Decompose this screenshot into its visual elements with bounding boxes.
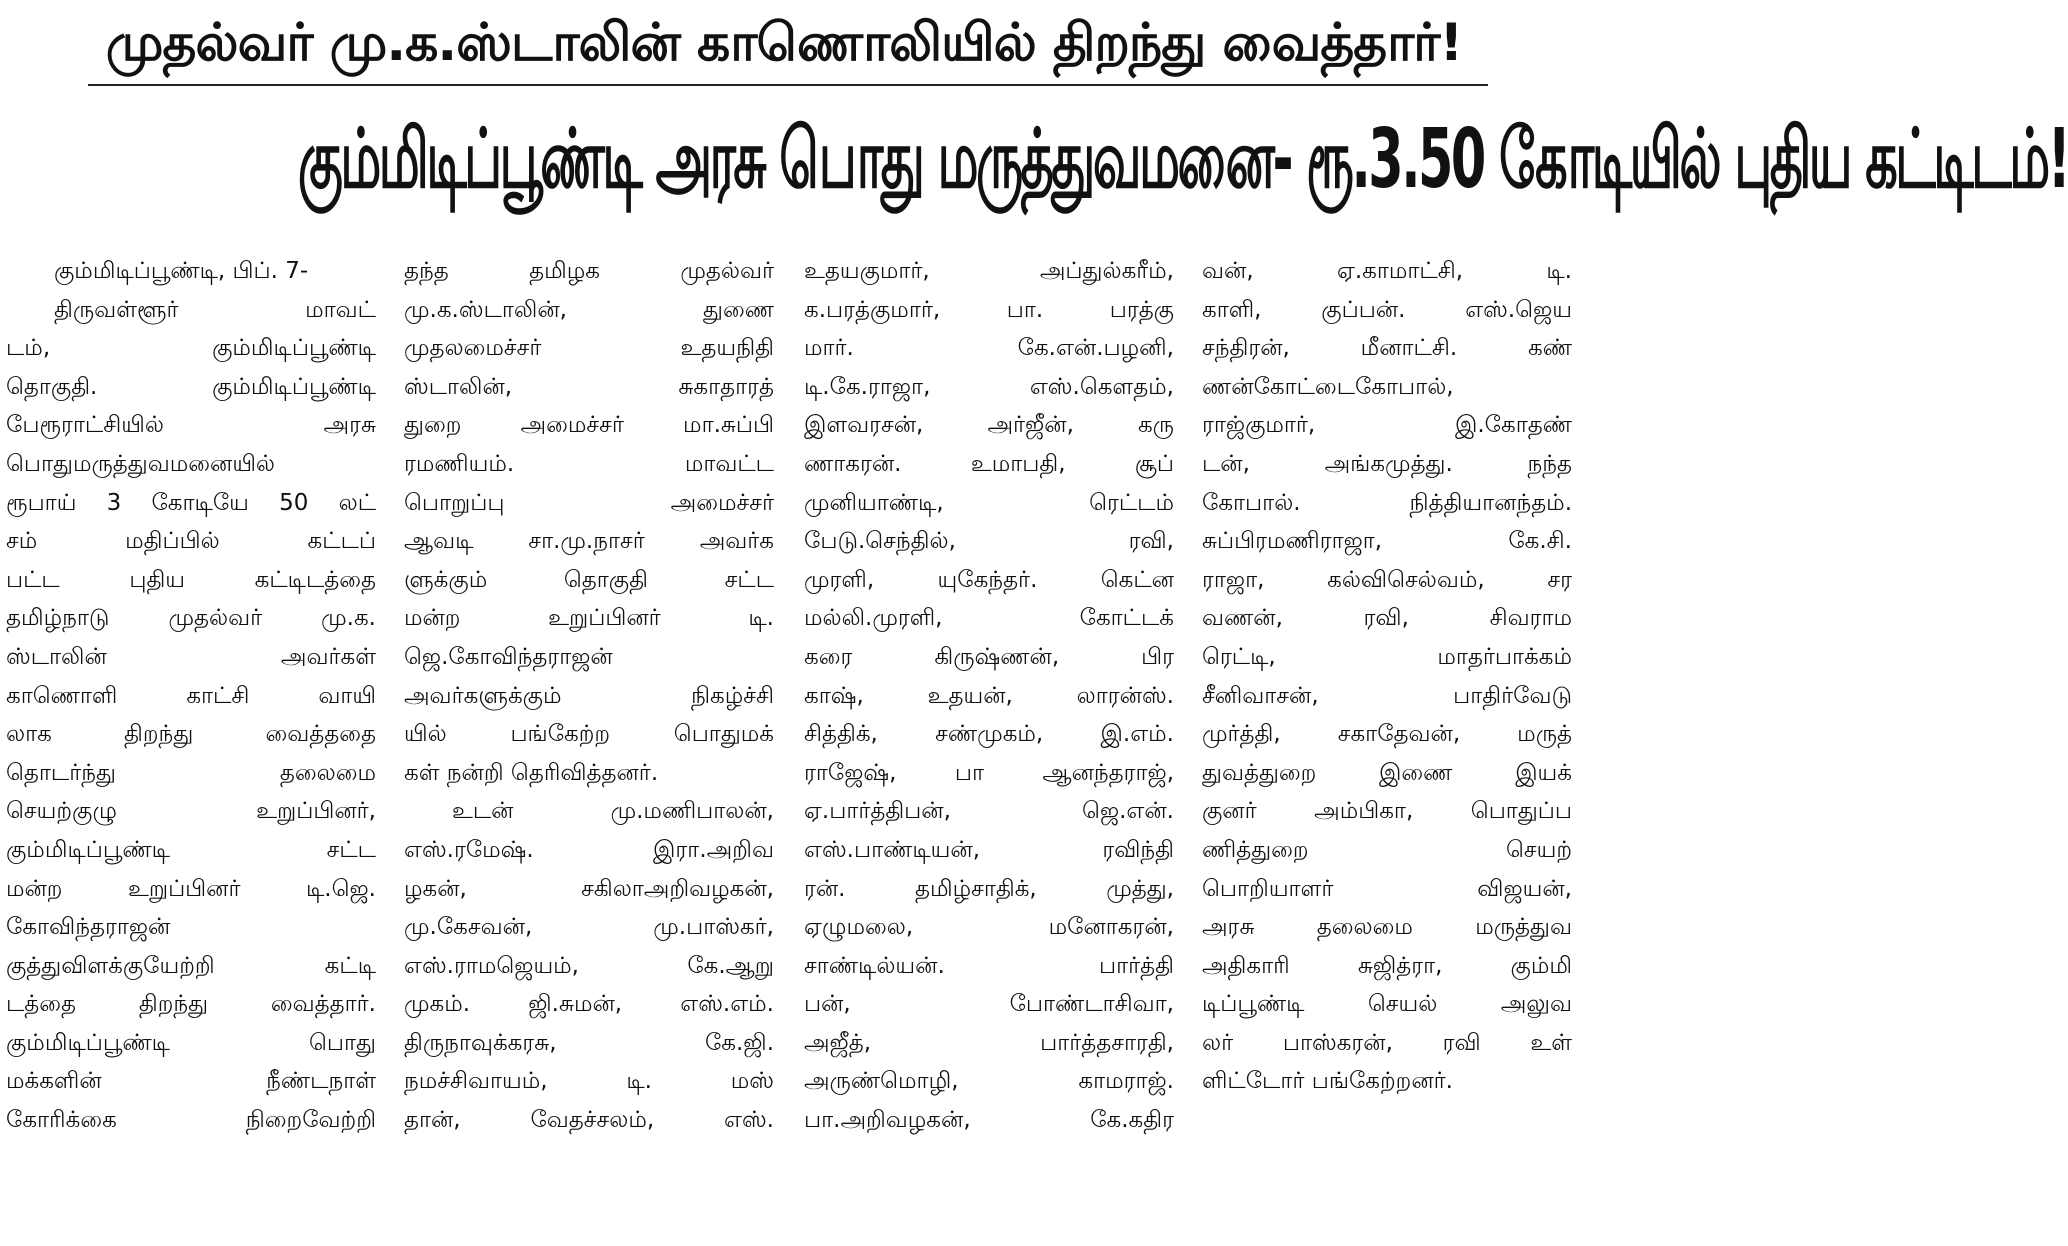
- article-line: பொறியாளர் விஜயன்,: [1202, 875, 1572, 902]
- article-line: சாண்டில்யன். பார்த்தி: [804, 952, 1174, 979]
- article-line: உதயகுமார், அப்துல்கரீம்,: [804, 258, 1174, 284]
- article-line: முனியாண்டி, ரெட்டம்: [804, 489, 1174, 516]
- article-line: திருநாவுக்கரசு, கே.ஜி.: [404, 1029, 774, 1056]
- article-line: அவர்களுக்கும் நிகழ்ச்சி: [404, 682, 774, 709]
- article-line: இளவரசன், அர்ஜீன், கரு: [804, 412, 1174, 439]
- article-line: கும்மிடிப்பூண்டி, பிப். 7-: [54, 258, 309, 284]
- article-line: ணாகரன். உமாபதி, சூப்: [804, 450, 1174, 477]
- article-line: துவத்துறை இணை இயக்: [1202, 759, 1572, 786]
- article-line: செயற்குழு உறுப்பினர்,: [6, 798, 376, 825]
- article-column-3: [804, 252, 1174, 1134]
- article-line: ராஜ்குமார், இ.கோதண்: [1202, 412, 1572, 439]
- article-line: கும்மிடிப்பூண்டி பொது: [6, 1029, 376, 1056]
- article-line: மன்ற உறுப்பினர் டி.ஜெ.: [6, 875, 376, 902]
- article-line: சந்திரன், மீனாட்சி. கண்: [1202, 335, 1572, 362]
- article-line: முதலமைச்சர் உதயநிதி: [404, 335, 774, 362]
- article-line: ரமணியம். மாவட்ட: [404, 450, 774, 477]
- article-line: குனர் அம்பிகா, பொதுப்ப: [1202, 798, 1572, 825]
- article-line: காஷ், உதயன், லாரன்ஸ்.: [804, 682, 1174, 709]
- article-line: வன், ஏ.காமாட்சி, டி.: [1202, 258, 1572, 284]
- article-line: பட்ட புதிய கட்டிடத்தை: [6, 566, 376, 593]
- article-line: சம் மதிப்பில் கட்டப்: [6, 528, 376, 555]
- article-line: அருண்மொழி, காமராஜ்.: [804, 1068, 1174, 1095]
- article-line: டன், அங்கமுத்து. நந்த: [1202, 450, 1572, 477]
- article-line: முகம். ஜி.சுமன், எஸ்.எம்.: [404, 991, 774, 1018]
- article-line: லாக திறந்து வைத்ததை: [6, 721, 376, 748]
- article-line: சீனிவாசன், பாதிர்வேடு: [1202, 682, 1572, 709]
- article-line: மு.கேசவன், மு.பாஸ்கர்,: [404, 914, 774, 941]
- article-line: கள் நன்றி தெரிவித்தனர்.: [404, 759, 659, 786]
- article-line: க.பரத்குமார், பா. பரத்கு: [804, 296, 1174, 323]
- article-line: ராஜேஷ், பா ஆனந்தராஜ்,: [804, 759, 1174, 786]
- article-line: நமச்சிவாயம், டி. மஸ்: [404, 1068, 774, 1095]
- article-column-1: [6, 252, 376, 1134]
- article-line: ரெட்டி, மாதர்பாக்கம்: [1202, 643, 1572, 670]
- article-line: முர்த்தி, சகாதேவன், மருத்: [1202, 721, 1572, 748]
- article-line: குத்துவிளக்குயேற்றி கட்டி: [6, 952, 376, 979]
- article-line: கும்மிடிப்பூண்டி சட்ட: [6, 836, 376, 863]
- article-line: காளி, குப்பன். எஸ்.ஜெய: [1202, 296, 1572, 323]
- article-line: முரளி, யுகேந்தர். கெட்ன: [804, 566, 1174, 593]
- article-line: உடன் மு.மணிபாலன்,: [452, 798, 774, 825]
- heading-divider: [88, 84, 1488, 86]
- article-column-2: [404, 252, 774, 1134]
- article-line: ஜெ.கோவிந்தராஜன்: [404, 643, 613, 670]
- article-line: மக்களின் நீண்டநாள்: [6, 1068, 376, 1095]
- article-line: கரை கிருஷ்ணன், பிர: [804, 643, 1174, 670]
- article-line: ராஜா, கல்விசெல்வம், சர: [1202, 566, 1572, 593]
- article-line: மல்லி.முரளி, கோட்டக்: [804, 605, 1174, 632]
- article-line: ஸ்டாலின் அவர்கள்: [6, 643, 376, 670]
- article-line: எஸ்.ராமஜெயம், கே.ஆறு: [404, 952, 774, 979]
- article-line: எஸ்.பாண்டியன், ரவிந்தி: [804, 836, 1174, 863]
- article-line: வணன், ரவி, சிவராம: [1202, 605, 1572, 632]
- article-line: ரூபாய் 3 கோடியே 50 லட்: [6, 489, 376, 516]
- article-line: ஸ்டாலின், சுகாதாரத்: [404, 373, 774, 400]
- article-line: தந்த தமிழக முதல்வர்: [404, 258, 774, 284]
- article-line: ழகன், சகிலாஅறிவழகன்,: [404, 875, 774, 902]
- article-line: டத்தை திறந்து வைத்தார்.: [6, 991, 376, 1018]
- article-line: சுப்பிரமணிராஜா, கே.சி.: [1202, 528, 1572, 555]
- article-line: காணொளி காட்சி வாயி: [6, 682, 376, 709]
- article-line: ரன். தமிழ்சாதிக், முத்து,: [804, 875, 1174, 902]
- article-line: பொறுப்பு அமைச்சர்: [404, 489, 774, 516]
- article-line: மார். கே.என்.பழனி,: [804, 335, 1174, 362]
- article-line: அஜீத், பார்த்தசாரதி,: [804, 1029, 1174, 1056]
- article-line: ளிட்டோர் பங்கேற்றனர்.: [1202, 1068, 1453, 1095]
- article-line: கோபால். நித்தியானந்தம்.: [1202, 489, 1572, 516]
- article-line: அதிகாரி சுஜித்ரா, கும்மி: [1202, 952, 1572, 979]
- article-line: பேடு.செந்தில், ரவி,: [804, 528, 1174, 555]
- article-line: திருவள்ளூர் மாவட்: [54, 296, 376, 323]
- article-column-4: [1202, 252, 1572, 1095]
- article-line: தமிழ்நாடு முதல்வர் மு.க.: [6, 605, 376, 632]
- article-line: துறை அமைச்சர் மா.சுப்பி: [404, 412, 774, 439]
- article-line: பேரூராட்சியில் அரசு: [6, 412, 376, 439]
- article-line: டிப்பூண்டி செயல் அலுவ: [1202, 991, 1572, 1018]
- kicker-heading: முதல்வர் மு.க.ஸ்டாலின் காணொலியில் திறந்து வைத்தார்!: [105, 13, 1463, 73]
- article-line: தொகுதி. கும்மிடிப்பூண்டி: [6, 373, 376, 400]
- article-line: ணித்துறை செயற்: [1202, 836, 1572, 863]
- article-line: கோவிந்தராஜன்: [6, 914, 171, 941]
- article-line: ஏ.பார்த்திபன், ஜெ.என்.: [804, 798, 1174, 825]
- article-line: பன், போண்டாசிவா,: [804, 991, 1174, 1018]
- article-line: அரசு தலைமை மருத்துவ: [1202, 914, 1572, 941]
- article-line: கோரிக்கை நிறைவேற்றி: [6, 1107, 376, 1134]
- article-line: மு.க.ஸ்டாலின், துணை: [404, 296, 774, 323]
- article-line: சித்திக், சண்முகம், இ.எம்.: [804, 721, 1174, 748]
- article-line: பொதுமருத்துவமனையில்: [6, 450, 276, 477]
- main-headline: கும்மிடிப்பூண்டி அரசு பொது மருத்துவமனை- ரூ.3.50 கோடியில் புதிய கட்டிடம்!: [297, 112, 2068, 207]
- article-line: லர் பாஸ்கரன், ரவி உள்: [1202, 1029, 1572, 1056]
- article-line: பா.அறிவழகன், கே.கதிர: [804, 1107, 1174, 1134]
- article-line: டி.கே.ராஜா, எஸ்.கௌதம்,: [804, 373, 1174, 400]
- article-line: ஆவடி சா.மு.நாசர் அவர்க: [404, 528, 774, 555]
- article-line: தொடர்ந்து தலைமை: [6, 759, 376, 786]
- article-line: எஸ்.ரமேஷ். இரா.அறிவ: [404, 836, 774, 863]
- article-line: ளுக்கும் தொகுதி சட்ட: [404, 566, 774, 593]
- article-line: ணன்கோட்டைகோபால்,: [1202, 373, 1454, 400]
- article-line: யில் பங்கேற்ற பொதுமக்: [404, 721, 774, 748]
- article-line: ஏழுமலை, மனோகரன்,: [804, 914, 1174, 941]
- article-line: மன்ற உறுப்பினர் டி.: [404, 605, 774, 632]
- article-line: தான், வேதச்சலம், எஸ்.: [404, 1107, 774, 1134]
- article-line: டம், கும்மிடிப்பூண்டி: [6, 335, 376, 362]
